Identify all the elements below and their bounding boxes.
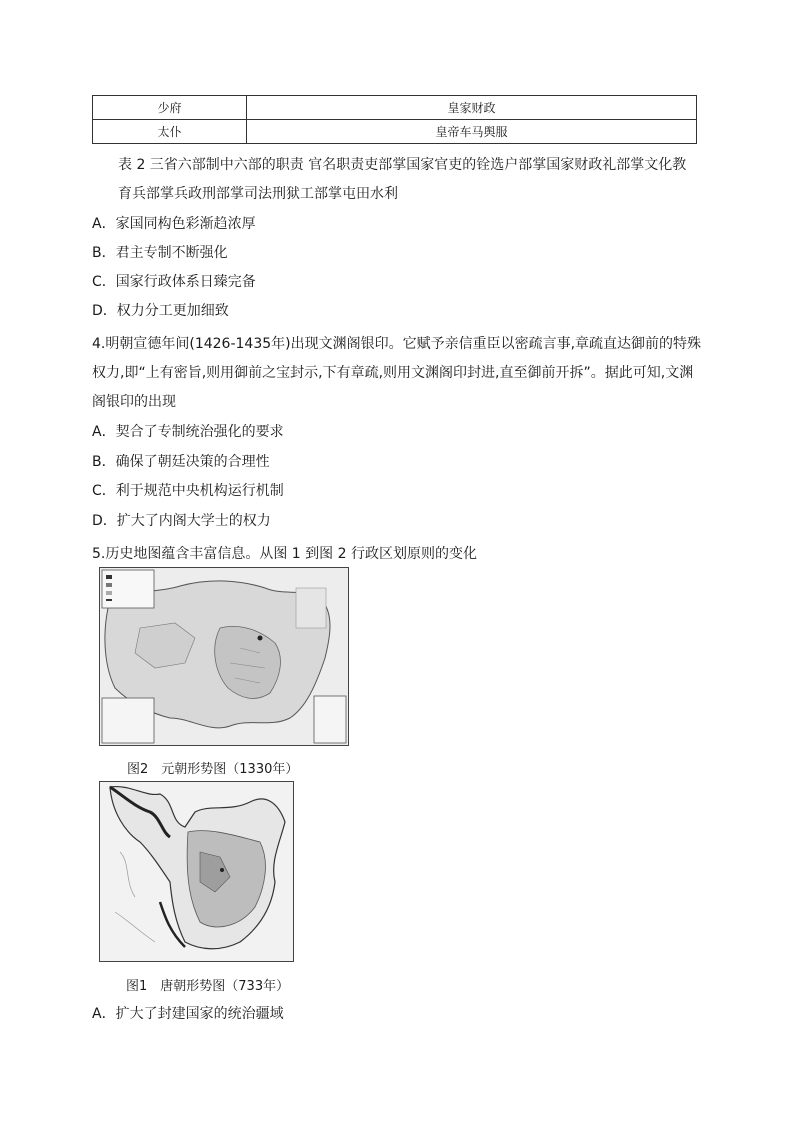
- q4-stem-line1: 4.明朝宣德年间(1426-1435年)出现文渊阁银印。它赋予亲信重臣以密疏言事,章疏直达御前的特殊: [92, 336, 702, 352]
- q4-option-d: D．扩大了内阁大学士的权力: [92, 513, 271, 529]
- table-cell-office: 太仆: [93, 120, 247, 144]
- table2-text-line1: 表 2 三省六部制中六部的职责 官名职责吏部掌国家官吏的铨选户部掌国家财政礼部掌文化教: [118, 157, 687, 173]
- yuan-map-drawing: [100, 568, 348, 745]
- q4-option-b: B．确保了朝廷决策的合理性: [92, 454, 270, 470]
- q4-option-a: A．契合了专制统治强化的要求: [92, 424, 284, 440]
- q3-option-b: B．君主专制不断强化: [92, 245, 228, 261]
- q3-option-a: A．家国同构色彩渐趋浓厚: [92, 216, 256, 232]
- q3-option-c: C．国家行政体系日臻完备: [92, 274, 256, 290]
- table-row: [93, 120, 697, 144]
- yuan-dynasty-map: [99, 567, 349, 746]
- q3-option-d: D．权力分工更加细致: [92, 303, 229, 319]
- table-cell-duty: 皇家财政: [247, 96, 697, 120]
- tang-map-drawing: [100, 782, 293, 961]
- q5-stem: 5.历史地图蕴含丰富信息。从图 1 到图 2 行政区划原则的变化: [92, 546, 477, 562]
- table-cell-office: 少府: [93, 96, 247, 120]
- table-row: [93, 96, 697, 120]
- figure1-caption: 图1 唐朝形势图（733年）: [126, 979, 290, 994]
- tang-dynasty-map: [99, 781, 294, 962]
- office-table: [92, 95, 697, 144]
- figure2-caption: 图2 元朝形势图（1330年）: [127, 762, 299, 777]
- q4-stem-line3: 阁银印的出现: [92, 394, 176, 410]
- table-cell-duty: 皇帝车马舆服: [247, 120, 697, 144]
- table2-text-line2: 育兵部掌兵政刑部掌司法刑狱工部掌屯田水利: [118, 186, 398, 202]
- q5-option-a: A．扩大了封建国家的统治疆域: [92, 1006, 284, 1022]
- q4-option-c: C．利于规范中央机构运行机制: [92, 483, 284, 499]
- q4-stem-line2: 权力,即“上有密旨,则用御前之宝封示,下有章疏,则用文渊阁印封进,直至御前开拆”。据此可知,文渊: [92, 365, 694, 381]
